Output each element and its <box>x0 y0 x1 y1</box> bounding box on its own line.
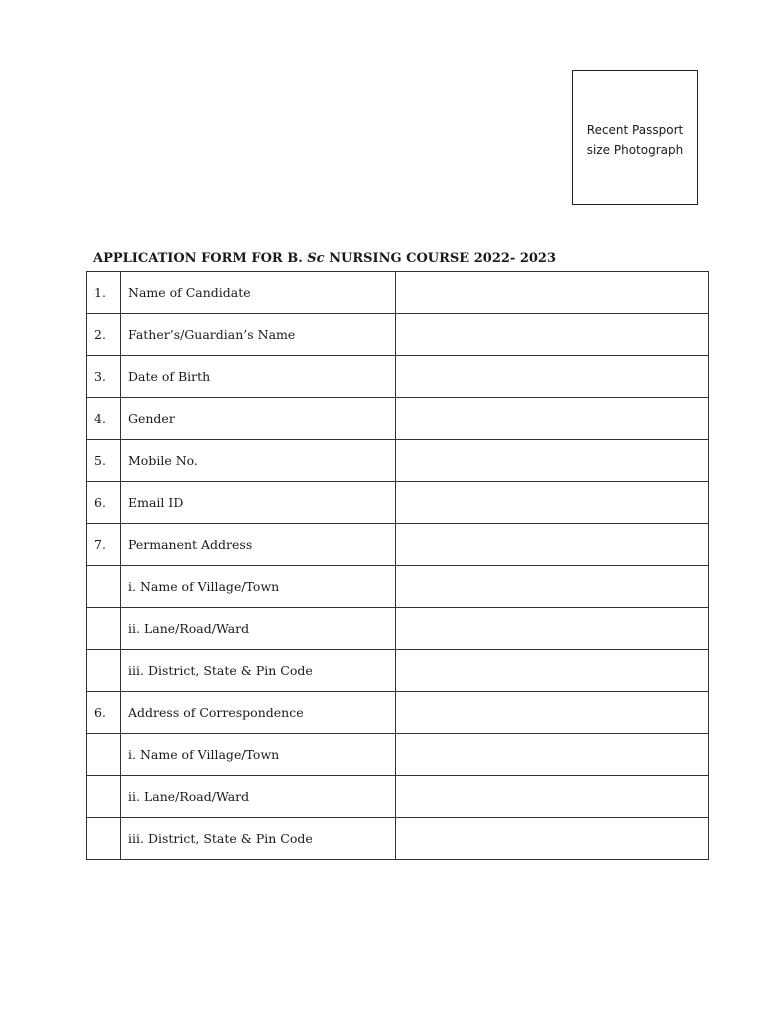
form-title <box>93 251 556 266</box>
table-row <box>87 272 709 314</box>
gender-field[interactable] <box>396 398 709 440</box>
field-label: iii. District, State & Pin Code <box>121 650 396 692</box>
guardian-name-field[interactable] <box>396 314 709 356</box>
row-number <box>87 566 121 608</box>
passport-photo-box <box>572 70 698 205</box>
form-title-suffix: NURSING COURSE 2022- 2023 <box>324 251 557 266</box>
row-number: 6. <box>87 692 121 734</box>
date-of-birth-field[interactable] <box>396 356 709 398</box>
row-number <box>87 608 121 650</box>
table-row <box>87 566 709 608</box>
table-row <box>87 650 709 692</box>
row-number: 3. <box>87 356 121 398</box>
table-row <box>87 356 709 398</box>
table-row <box>87 608 709 650</box>
mobile-number-field[interactable] <box>396 440 709 482</box>
correspondence-address-field[interactable] <box>396 692 709 734</box>
field-label: i. Name of Village/Town <box>121 734 396 776</box>
field-label: Address of Correspondence <box>121 692 396 734</box>
table-row <box>87 314 709 356</box>
permanent-lane-road-ward-field[interactable] <box>396 608 709 650</box>
photo-box-line-2: size Photograph <box>586 143 684 157</box>
form-title-italic: Sc <box>307 251 325 266</box>
table-row <box>87 818 709 860</box>
table-row <box>87 776 709 818</box>
field-label: Email ID <box>121 482 396 524</box>
field-label: Mobile No. <box>121 440 396 482</box>
row-number: 4. <box>87 398 121 440</box>
permanent-address-field[interactable] <box>396 524 709 566</box>
table-row <box>87 398 709 440</box>
table-row <box>87 734 709 776</box>
row-number: 6. <box>87 482 121 524</box>
row-number: 2. <box>87 314 121 356</box>
permanent-village-town-field[interactable] <box>396 566 709 608</box>
field-label: Date of Birth <box>121 356 396 398</box>
photo-box-line-1: Recent Passport <box>586 123 684 137</box>
field-label: ii. Lane/Road/Ward <box>121 776 396 818</box>
correspondence-lane-road-ward-field[interactable] <box>396 776 709 818</box>
table-row <box>87 692 709 734</box>
permanent-district-state-pin-field[interactable] <box>396 650 709 692</box>
row-number <box>87 650 121 692</box>
correspondence-village-town-field[interactable] <box>396 734 709 776</box>
field-label: Name of Candidate <box>121 272 396 314</box>
name-of-candidate-field[interactable] <box>396 272 709 314</box>
row-number <box>87 818 121 860</box>
field-label: Permanent Address <box>121 524 396 566</box>
email-id-field[interactable] <box>396 482 709 524</box>
field-label: iii. District, State & Pin Code <box>121 818 396 860</box>
correspondence-district-state-pin-field[interactable] <box>396 818 709 860</box>
field-label: Gender <box>121 398 396 440</box>
field-label: i. Name of Village/Town <box>121 566 396 608</box>
row-number <box>87 734 121 776</box>
application-form-table <box>86 271 709 860</box>
row-number: 1. <box>87 272 121 314</box>
row-number <box>87 776 121 818</box>
table-row <box>87 482 709 524</box>
form-title-prefix: APPLICATION FORM FOR B. <box>93 251 308 266</box>
field-label: Father’s/Guardian’s Name <box>121 314 396 356</box>
table-row <box>87 440 709 482</box>
table-row <box>87 524 709 566</box>
row-number: 7. <box>87 524 121 566</box>
row-number: 5. <box>87 440 121 482</box>
field-label: ii. Lane/Road/Ward <box>121 608 396 650</box>
